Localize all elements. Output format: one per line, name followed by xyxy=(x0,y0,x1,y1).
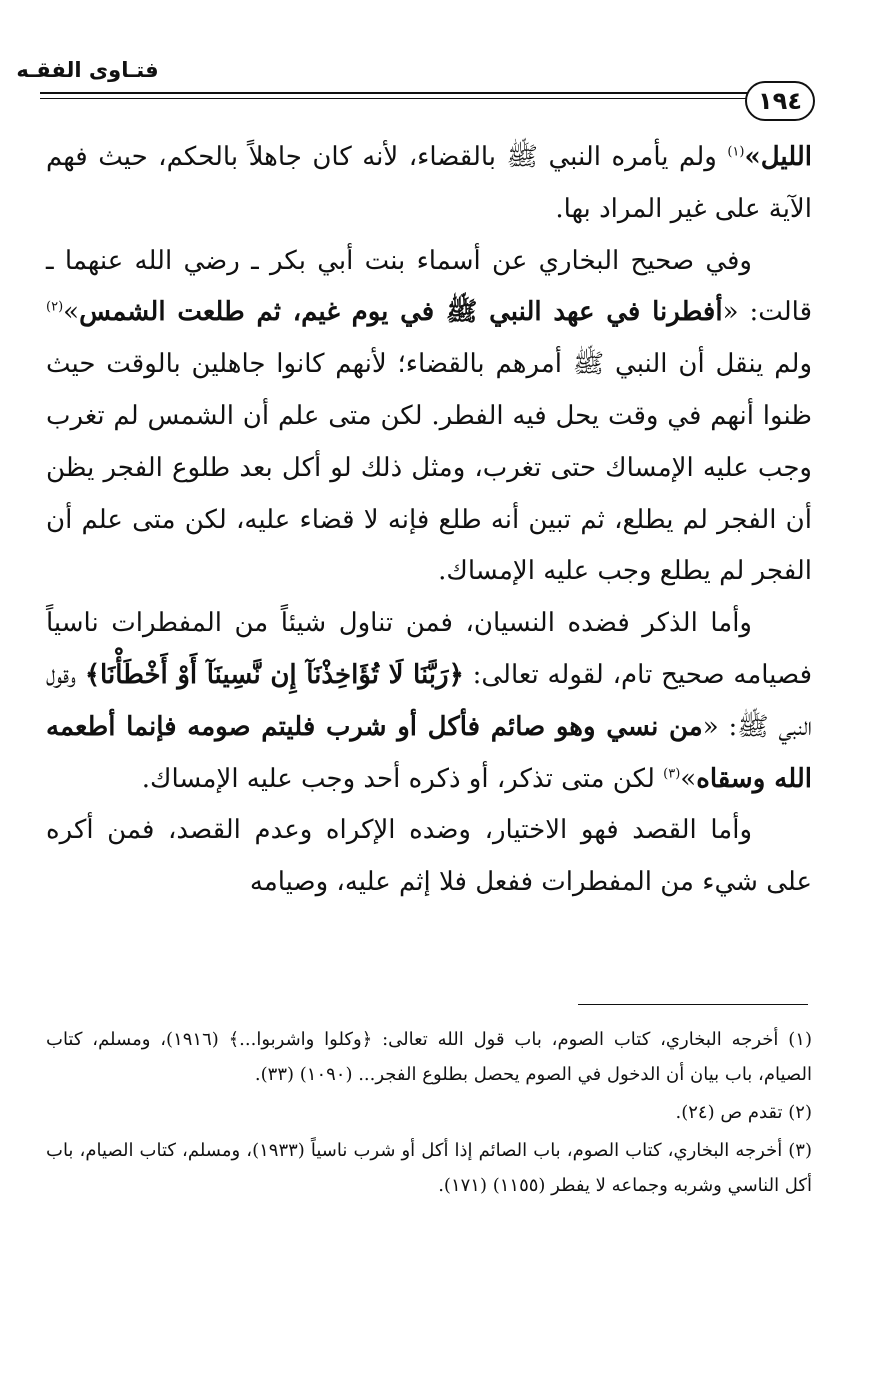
footnote-ref-3: (٣) xyxy=(663,765,681,781)
header-rule-thin xyxy=(40,98,775,99)
footnote-ref-1: (١) xyxy=(727,144,745,160)
footnotes xyxy=(46,1022,812,1203)
text-run: وأما القصد فهو الاختيار، وضده الإكراه وعدم القصد، فمن أكره على شيء من المفطرات ففعل فلا إثم عليه، وصيامه xyxy=(46,815,812,898)
paragraph-3 xyxy=(46,598,812,805)
hadith-quote: من نسي وهو صائم فأكل أو شرب فليتم صومه فإنما أطعمه الله وسقاه xyxy=(46,711,812,794)
text-run: ولم ينقل أن النبي ﷺ أمرهم بالقضاء؛ لأنهم كانوا جاهلين بالوقت حيث ظنوا أنهم في وقت يحل فيه الفطر. لكن متى علم أن الشمس لم تغرب وجب عليه الإمساك حتى تغرب، ومثل ذلك لو أكل بعد طلوع الفجر يظن أن الفجر لم يطلع، ثم تبين أنه طلع فإنه لا قضاء عليه، لكن متى علم أن الفجر لم يطلع وجب عليه الإمساك. xyxy=(46,349,812,587)
paragraph-2 xyxy=(46,236,812,599)
text-run: وقول النبي ﷺ: « xyxy=(46,659,812,742)
text-run: » xyxy=(63,297,80,328)
text-run: » xyxy=(680,763,697,794)
text-run: وفي صحيح البخاري عن أسماء بنت أبي بكر ـ رضي الله عنهما ـ قالت: « xyxy=(46,245,813,328)
footnote-2: (٢) تقدم ص (٢٤). xyxy=(675,1102,812,1123)
paragraph-1 xyxy=(46,132,812,236)
footnote-ref-2: (٢) xyxy=(46,299,64,315)
text-run: ولم يأمره النبي ﷺ بالقضاء، لأنه كان جاهلاً بالحكم، حيث فهم الآية على غير المراد بها. xyxy=(46,142,812,224)
footnote-divider xyxy=(578,1004,808,1005)
running-title: فتـاوى الفقـه xyxy=(16,58,159,82)
quote-fragment: الليل» xyxy=(744,142,812,172)
hadith-quote: أفطرنا في عهد النبي ﷺ في يوم غيم، ثم طلعت الشمس xyxy=(79,297,723,328)
main-text xyxy=(46,132,812,909)
text-run: وأما الذكر فضده النسيان، فمن تناول شيئاً من المفطرات ناسياً فصيامه صحيح تام، لقوله تعالى: xyxy=(46,608,813,690)
text-run: لكن متى تذكر، أو ذكره أحد وجب عليه الإمساك. xyxy=(141,763,664,794)
footnote-3: (٣) أخرجه البخاري، كتاب الصوم، باب الصائم إذا أكل أو شرب ناسياً (١٩٣٣)، ومسلم، كتاب الصيام، باب أكل الناسي وشربه وجماعه لا يفطر (١١٥٥) (١٧١). xyxy=(46,1140,812,1196)
header-rule xyxy=(40,92,775,94)
paragraph-4 xyxy=(46,805,812,909)
page-number-badge: ١٩٤ xyxy=(745,81,815,121)
footnote-1: (١) أخرجه البخاري، كتاب الصوم، باب قول الله تعالى: ﴿وكلوا واشربوا...﴾ (١٩١٦)، ومسلم، كتاب الصيام، باب بيان أن الدخول في الصوم يحصل بطلوع الفجر... (١٠٩٠) (٣٣). xyxy=(46,1029,812,1085)
quran-verse: ﴿رَبَّنَا لَا تُؤَاخِذْنَآ إِن نَّسِينَآ أَوْ أَخْطَأْنَا﴾ xyxy=(84,659,464,690)
